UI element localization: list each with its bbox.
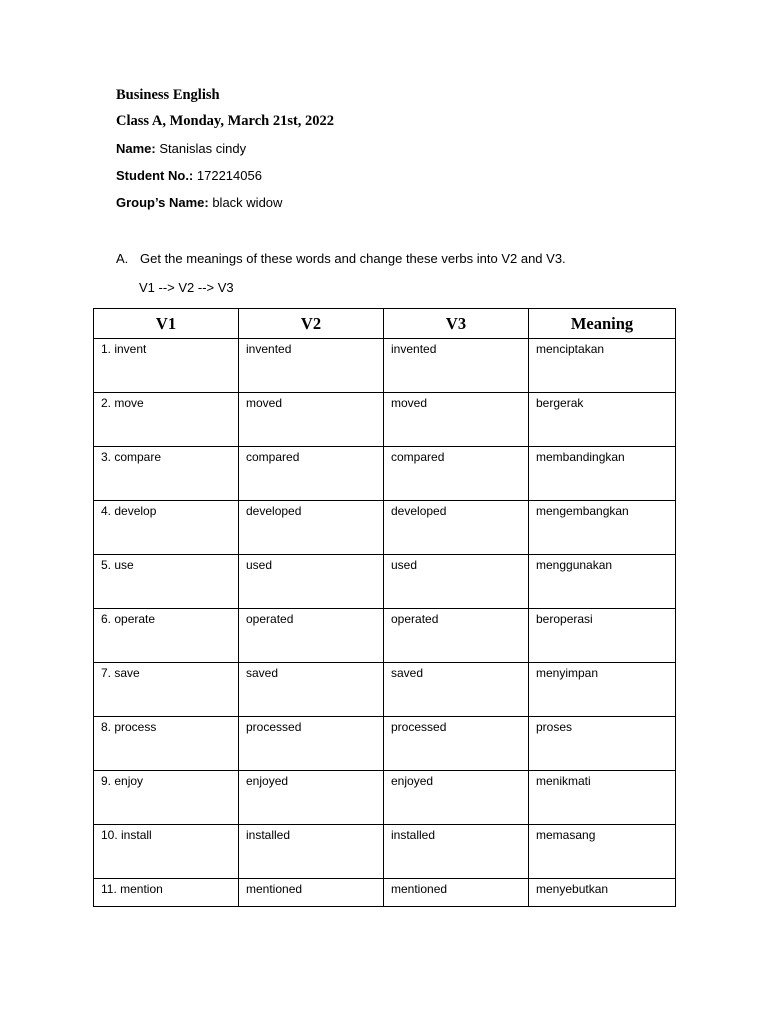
cell-v3: moved bbox=[384, 393, 529, 447]
group-name-value: black widow bbox=[212, 195, 283, 210]
cell-v3: processed bbox=[384, 717, 529, 771]
cell-meaning: menyebutkan bbox=[529, 879, 676, 907]
name-value: Stanislas cindy bbox=[159, 141, 247, 156]
table-row bbox=[94, 663, 676, 717]
cell-v3: enjoyed bbox=[384, 771, 529, 825]
table-row bbox=[94, 825, 676, 879]
cell-v3: operated bbox=[384, 609, 529, 663]
cell-v3: saved bbox=[384, 663, 529, 717]
table-row bbox=[94, 393, 676, 447]
verb-pattern: V1 --> V2 --> V3 bbox=[139, 280, 234, 295]
table-row bbox=[94, 609, 676, 663]
cell-v3: invented bbox=[384, 339, 529, 393]
cell-meaning: menciptakan bbox=[529, 339, 676, 393]
student-number-value: 172214056 bbox=[196, 168, 262, 183]
cell-v3: compared bbox=[384, 447, 529, 501]
instruction-text: Get the meanings of these words and change these verbs into V2 and V3. bbox=[140, 251, 566, 266]
cell-meaning: membandingkan bbox=[529, 447, 676, 501]
class-date-line: Class A, Monday, March 21st, 2022 bbox=[116, 113, 335, 129]
instruction-line bbox=[116, 251, 566, 266]
table-row bbox=[94, 879, 676, 907]
table-row bbox=[94, 447, 676, 501]
cell-v2: processed bbox=[239, 717, 384, 771]
name-label: Name: bbox=[116, 141, 156, 156]
group-name-line bbox=[116, 195, 282, 210]
table-row bbox=[94, 717, 676, 771]
student-number-line bbox=[116, 168, 262, 183]
instruction-marker: A. bbox=[116, 251, 129, 266]
cell-v1: 1. invent bbox=[94, 339, 239, 393]
cell-v2: installed bbox=[239, 825, 384, 879]
table-row bbox=[94, 339, 676, 393]
header-v2: V2 bbox=[239, 309, 384, 339]
cell-v2: moved bbox=[239, 393, 384, 447]
table-row bbox=[94, 555, 676, 609]
table-header-row bbox=[94, 309, 676, 339]
cell-v3: installed bbox=[384, 825, 529, 879]
cell-v2: compared bbox=[239, 447, 384, 501]
cell-meaning: mengembangkan bbox=[529, 501, 676, 555]
cell-v1: 5. use bbox=[94, 555, 239, 609]
header-v1: V1 bbox=[94, 309, 239, 339]
cell-v1: 8. process bbox=[94, 717, 239, 771]
cell-meaning: proses bbox=[529, 717, 676, 771]
cell-v2: enjoyed bbox=[239, 771, 384, 825]
header-meaning: Meaning bbox=[529, 309, 676, 339]
cell-v1: 2. move bbox=[94, 393, 239, 447]
cell-v1: 3. compare bbox=[94, 447, 239, 501]
cell-v2: developed bbox=[239, 501, 384, 555]
cell-v1: 11. mention bbox=[94, 879, 239, 907]
cell-v1: 6. operate bbox=[94, 609, 239, 663]
cell-v3: mentioned bbox=[384, 879, 529, 907]
table-row bbox=[94, 501, 676, 555]
student-number-label: Student No.: bbox=[116, 168, 194, 183]
course-title: Business English bbox=[116, 87, 220, 103]
cell-meaning: beroperasi bbox=[529, 609, 676, 663]
cell-meaning: menggunakan bbox=[529, 555, 676, 609]
cell-v2: operated bbox=[239, 609, 384, 663]
table-row bbox=[94, 771, 676, 825]
cell-v2: saved bbox=[239, 663, 384, 717]
cell-v2: invented bbox=[239, 339, 384, 393]
group-name-label: Group’s Name: bbox=[116, 195, 209, 210]
cell-v2: used bbox=[239, 555, 384, 609]
student-name-line bbox=[116, 141, 246, 156]
cell-meaning: bergerak bbox=[529, 393, 676, 447]
cell-meaning: menyimpan bbox=[529, 663, 676, 717]
cell-v3: developed bbox=[384, 501, 529, 555]
header-v3: V3 bbox=[384, 309, 529, 339]
cell-meaning: menikmati bbox=[529, 771, 676, 825]
cell-v2: mentioned bbox=[239, 879, 384, 907]
cell-v3: used bbox=[384, 555, 529, 609]
cell-meaning: memasang bbox=[529, 825, 676, 879]
cell-v1: 4. develop bbox=[94, 501, 239, 555]
cell-v1: 9. enjoy bbox=[94, 771, 239, 825]
cell-v1: 7. save bbox=[94, 663, 239, 717]
verb-table bbox=[93, 308, 676, 907]
cell-v1: 10. install bbox=[94, 825, 239, 879]
